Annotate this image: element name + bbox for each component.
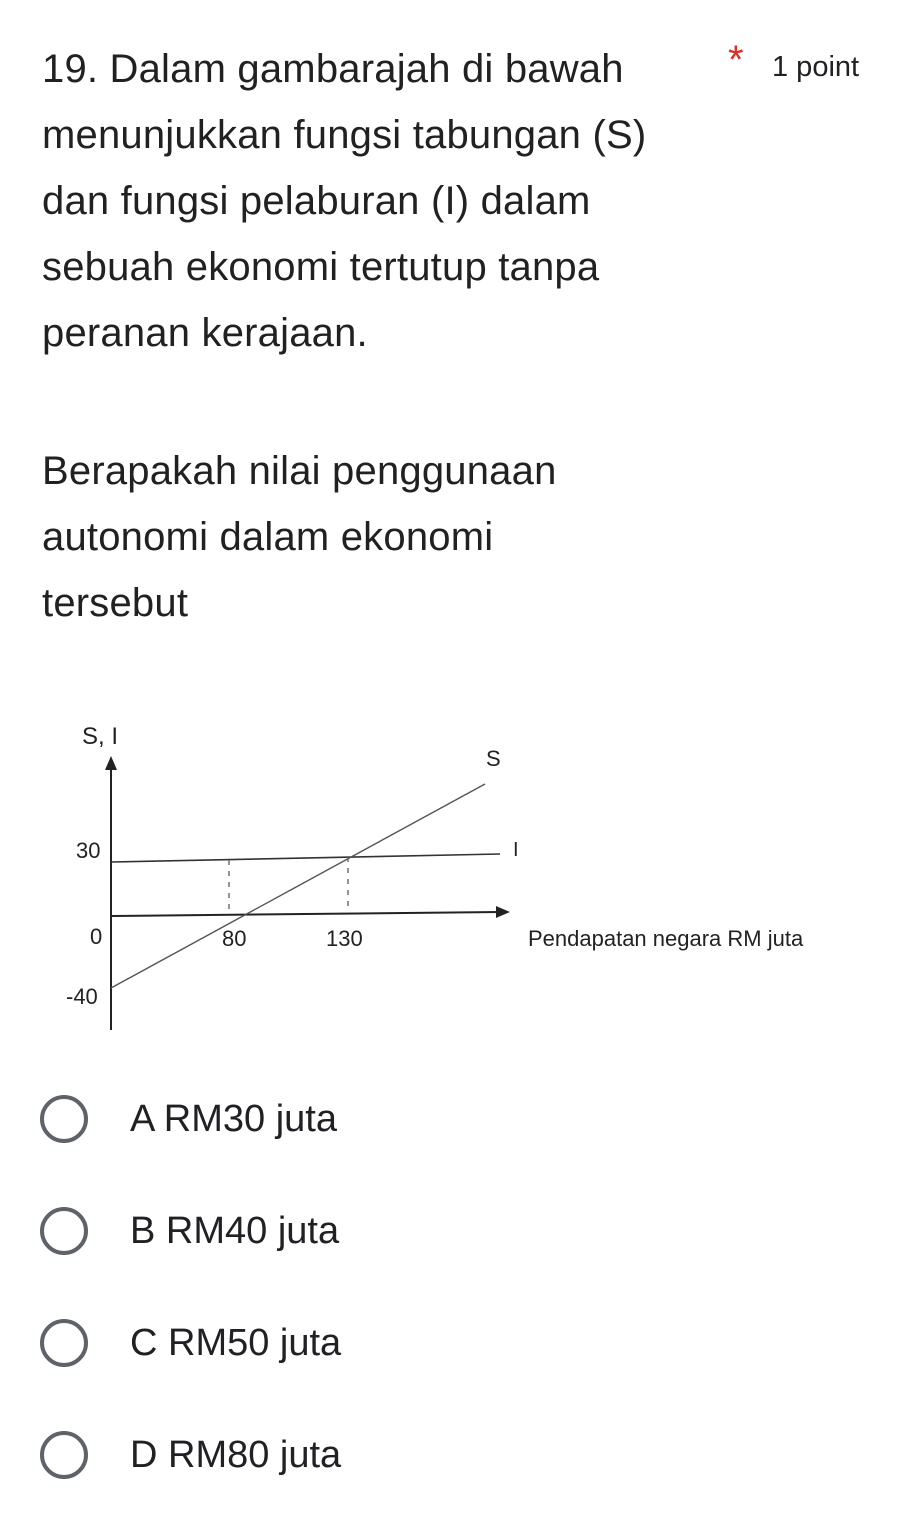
y-tick-30: 30: [76, 838, 101, 863]
radio-button[interactable]: [40, 1319, 88, 1367]
y-tick-minus-40: -40: [66, 984, 98, 1009]
savings-investment-diagram: [0, 700, 920, 1040]
y-tick-0: 0: [90, 924, 103, 949]
x-axis-arrow: [496, 906, 510, 918]
radio-button[interactable]: [40, 1207, 88, 1255]
question-subtext: [42, 438, 882, 636]
x-axis-label: Pendapatan negara RM juta: [528, 926, 804, 951]
option-c[interactable]: [40, 1308, 860, 1378]
option-b[interactable]: [40, 1196, 860, 1266]
option-label: B RM40 juta: [130, 1209, 340, 1252]
question-line: tersebut: [42, 581, 189, 625]
option-a[interactable]: [40, 1084, 860, 1154]
y-axis-arrow: [105, 756, 117, 770]
y-axis-label: S, I: [82, 723, 119, 750]
option-d[interactable]: [40, 1420, 860, 1490]
question-line: sebuah ekonomi tertutup tanpa: [42, 245, 600, 289]
radio-button[interactable]: [40, 1095, 88, 1143]
option-label: D RM80 juta: [130, 1433, 342, 1476]
investment-line: [111, 854, 500, 862]
option-label: C RM50 juta: [130, 1321, 342, 1364]
x-axis: [111, 912, 500, 916]
saving-line-label: S: [486, 746, 501, 771]
required-asterisk: *: [728, 38, 744, 82]
question-title: [42, 36, 882, 366]
question-line: dan fungsi pelaburan (I) dalam: [42, 179, 591, 223]
question-line: menunjukkan fungsi tabungan (S): [42, 113, 647, 157]
x-tick-80: 80: [222, 926, 247, 951]
question-line: autonomi dalam ekonomi: [42, 515, 494, 559]
question-line: peranan kerajaan.: [42, 311, 368, 355]
points-label: 1 point: [772, 51, 860, 83]
x-tick-130: 130: [326, 926, 363, 951]
question-line: 19. Dalam gambarajah di bawah: [42, 47, 624, 91]
question-line: Berapakah nilai penggunaan: [42, 449, 557, 493]
investment-line-label: I: [513, 839, 519, 861]
saving-line: [111, 784, 485, 988]
radio-button[interactable]: [40, 1431, 88, 1479]
option-label: A RM30 juta: [130, 1097, 337, 1140]
